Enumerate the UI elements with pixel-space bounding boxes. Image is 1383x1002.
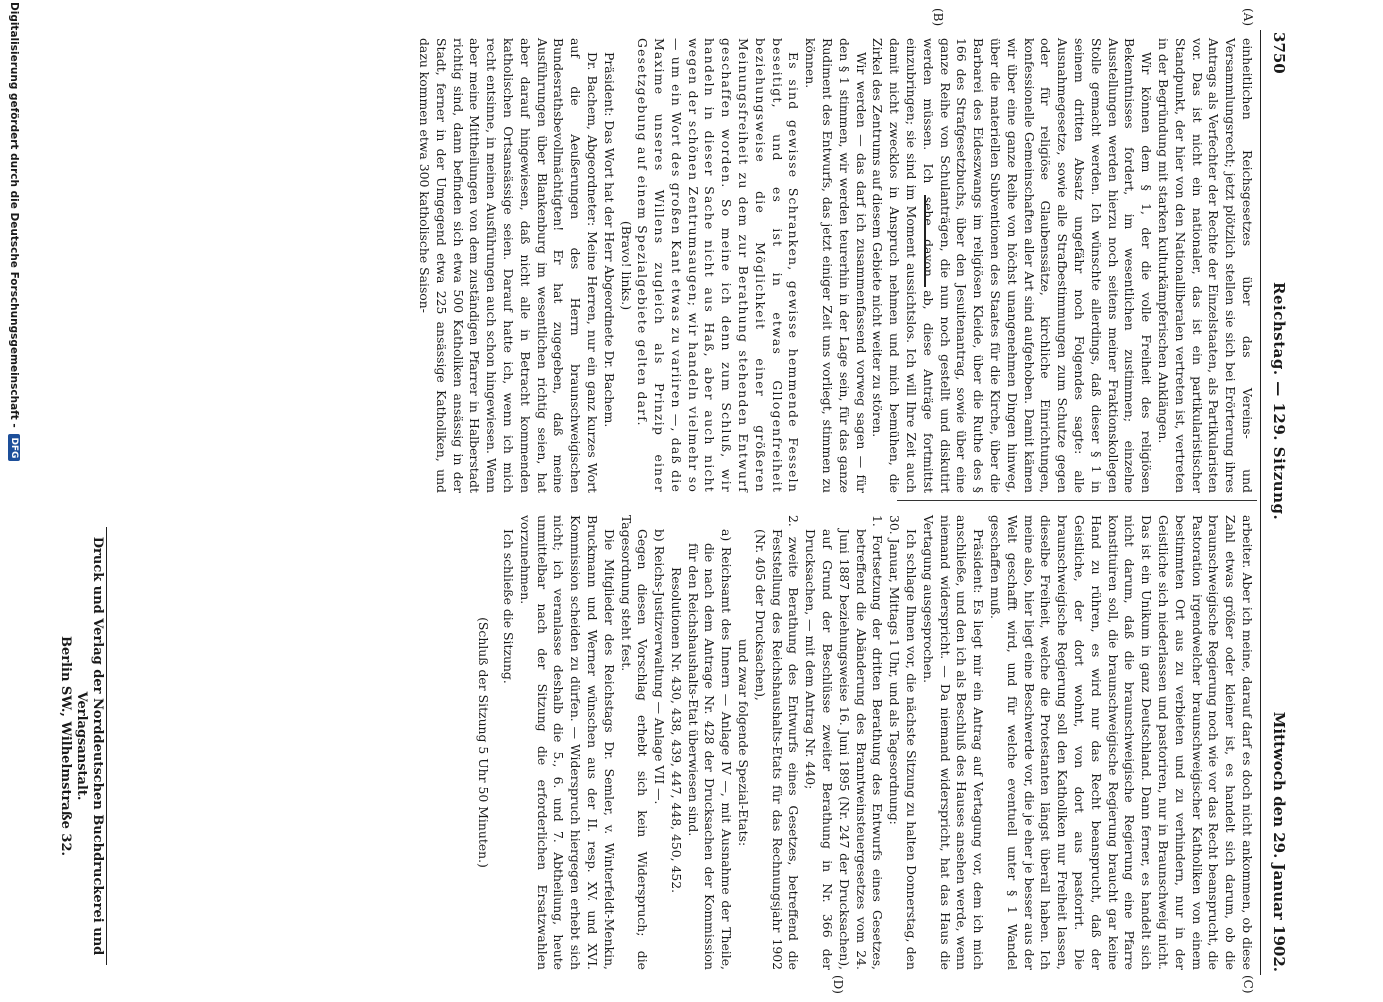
margin-marker-b: (B): [931, 8, 945, 27]
agenda-item-2-sub: und zwar folgende Spezial-Etats:: [736, 638, 752, 847]
agenda-item-b: b) Reichs-Justizverwaltung — Anlage VII —.: [652, 529, 668, 805]
digitization-note: [7, 0, 21, 1002]
agenda-item-1: 1. Fortsetzung der dritten Berathung des Entwurfs eines Gesetzes, betreffend die Abänderung des Branntweinsteuergesetzes vom 24. Juni 1887 beziehungsweise 16. Juni 1895 (Nr. 247 der Drucksachen), auf Grund der Beschlüsse zweiter Berathung in Nr. 366 der Drucksachen, — mit dem Antrag Nr. 440;: [803, 515, 886, 970]
column-divider: [897, 500, 1257, 501]
applause-note: (Bravo! links.): [618, 220, 634, 311]
left-paragraph-2: Wir können dem § 1, der die volle Freiheit des religiösen Bekenntnisses fordert, im wesentlichen zustimmen; einzelne Ausstellungen werden hierzu noch seitens meiner Fraktionskollegen Stolle gemacht werden. Ich wünschte allerdings, daß dieser § 1 in seinem dritten Absatz ungefähr noch Folgendes sagte: alle Ausnahmegesetze, sowie alle Strafbestimmungen zum Schutze gegen oder für religiöse Glaubenssätze, kirchliche Einrichtungen, konfessionelle Gemeinschaften aller Art sind aufgehoben. Damit kämen wir über eine ganze Reihe von höchst unangenehmen Dingen hinweg, über die materiellen Subventionen des Staates für die Kirche, über die Barbarei des Eideszwangs im religiösen Kleide, über die Ruthe des § 166 des Strafgesetzbuchs, über den Jesuitenantrag, sowie über eine ganze Reihe von Schulanträgen, die nun noch gestellt und diskutirt werden müssen. Ich sehe davon ab, diese Anträge fortmittst einzubringen; sie sind im Moment aussichtslos. Ich will Ihre Zeit auch damit nicht zwecklos in Anspruch nehmen und mich bemühen, die Zirkel des Zentrums auf diesem Gebiete nicht weiter zu stören.: [870, 38, 1155, 493]
imprint-line-2: Berlin SW., Wilhelmstraße 32.: [58, 635, 73, 857]
session-title: Reichstag. — 129. Sitzung.: [1270, 282, 1288, 521]
left-paragraph-1: einheitlichen Reichsgesetzes über das Vereins- und Versammlungsrecht; jetzt plötzlich stellen sie sich bei Erörterung ihres Antrags als Verfechter der Rechte der Einzelstaaten, als Partikularisten vor. Das ist nicht ein nationaler, das ist ein partikularistischer Standpunkt, der hier von den Nationalliberalen vertreten ist, vertreten in der Begründung mit starken kulturkämpferischen Anklängen.: [1156, 38, 1255, 493]
agenda-item-2: 2. zweite Berathung des Entwurfs eines Gesetzes, betreffend die Feststellung des Reichshaushalts-Etats für das Rechnungsjahr 1902 (Nr. 405 der Drucksachen),: [752, 515, 802, 970]
margin-marker-d: (D): [831, 975, 845, 994]
right-paragraph-2: Ich schlage Ihnen vor, die nächste Sitzung zu halten Donnerstag, den 30. Januar, Mittags 1 Uhr, und als Tagesordnung:: [887, 515, 920, 970]
right-paragraph-4: Die Mitglieder des Reichstags Dr. Semler, v. Winterfeldt-Menkin, Bruckmann und Werner wünschen aus der II. resp. XV. und XVI. Kommission scheiden zu dürfen. — Widerspruch hiergegen erhebt sich nicht; ich veranlasse deshalb die 5., 6. und 7. Abtheilung, heute unmittelbar nach der Sitzung die erforderlichen Ersatzwahlen vorzunehmen.: [517, 515, 617, 970]
digitization-text: Digitalisierung gefördert durch die Deutsche Forschungsgemeinschaft -: [8, 2, 20, 428]
agenda-item-a: a) Reichsamt des Innern — Anlage IV —, mit Ausnahme der Theile, die nach dem Antrage Nr. 428 der Drucksachen der Kommission für den Reichshaushalts-Etat überwiesen sind.: [685, 529, 735, 970]
dfg-logo: DFG: [8, 434, 20, 461]
right-paragraph-3: Gegen diesen Vorschlag erhebt sich kein Widerspruch; die Tagesordnung steht fest.: [618, 515, 651, 970]
margin-marker-a: (A): [1241, 8, 1255, 27]
session-date: Mittwoch den 29. Januar 1902.: [1270, 711, 1288, 972]
president-statement: Präsident: Das Wort hat der Herr Abgeordnete Dr. Bachem.: [601, 52, 617, 428]
left-paragraph-5: Dr. Bachem, Abgeordneter: Meine Herren, nur ein ganz kurzes Wort auf die Aeußerungen des Herrn braunschweigischen Bundesrathsbevollmächtigten! Er hat zugegeben, daß meine Ausführungen über Blankenburg im wesentlichen richtig seien, hat aber darauf hingewiesen, daß nicht alle in Betracht kommenden katholischen Ortsansässige seien. Darauf hatte ich, wenn ich mich recht entsinne, in meinen Ausführungen auch schon hingewiesen. Wenn aber meine Mittheilungen von dem zuständigen Pfarrer in Halberstadt richtig sind, dann befinden sich etwa 500 Katholiken ansässig in der Stadt, ferner in der Umgegend etwa 225 ansässige Katholiken, und dazu kommen etwa 300 katholische Saison-: [416, 38, 600, 493]
imprint-rule: [106, 527, 107, 965]
president-adjournment: Präsident: Es liegt mir ein Antrag auf Vertagung vor, dem ich mich anschließe, und den ich als Beschluß des Hauses ansehen werde, wenn niemand widerspricht. — Da niemand widerspricht, hat das Haus die Vertagung ausgesprochen.: [920, 515, 987, 970]
page-number: 3750: [1270, 32, 1288, 74]
left-paragraph-4: Es sind gewisse Schranken, gewisse hemmende Fesseln beseitigt, und es ist in etwas Gllogenfreiheit beziehungsweise die Möglichkeit einer größeren Meinungsfreiheit zu dem zur Berathung stehenden Entwurf geschaffen worden. So meine ich denn zum Schluß, wir handeln in dieser Sache nicht aus Haß, aber auch nicht wegen der schönen Zentrumsaugen; wir handeln vielmehr so — um ein Wort des großen Kant etwas zu variiren —, daß die Maxime unseres Willens zugleich als Prinzip einer Gesetzgebung auf einem Spezialgebiete gelten darf.: [635, 38, 802, 493]
right-paragraph-1: arbeiter. Aber ich meine, darauf darf es doch nicht ankommen, ob diese Zahl etwas größer oder kleiner ist, es handelt sich darum, ob die braunschweigische Regierung noch wie vor das Recht beansprucht, die Pastoration irgendwelcher braunschweigischer Katholiken von einem bestimmten Ort aus zu verbieten und zu verhindern, nur in der Geistliche sich niederlassen und pastoriren, nur in Braunschweig nicht. Das ist ein Unikum in ganz Deutschland. Dann ferner, es handelt sich nicht darum, daß die braunschweigische Regierung eine Pfarre konstituiren soll, die braunschweigische Regierung braucht gar keine Hand zu rühren, es wird nur das Recht beansprucht, daß der Geistliche, der dort wohnt, von dort aus pastorirt. Die braunschweigische Regierung soll den Katholiken nur Freiheit lassen, dieselbe Freiheit, welche die Protestanten längst überall haben. Ich meine also, hier liegt eine Beschwerde vor, die je eher je besser aus der Welt geschafft wird, und für welche eventuell unter § 1 Wandel geschaffen muß.: [988, 515, 1255, 970]
imprint-line-1: Druck und Verlag der Norddeutschen Buchdruckerei und Verlagsanstalt.: [74, 536, 105, 956]
agenda-item-a-resolutions: Resolutionen Nr. 430, 438, 439, 447, 448, 450, 452.: [668, 567, 684, 894]
right-paragraph-5: Ich schließe die Sitzung.: [500, 529, 516, 684]
right-column: [474, 515, 1255, 970]
margin-marker-c: (C): [1241, 975, 1255, 994]
left-column: [415, 38, 1255, 493]
imprint: [57, 527, 105, 965]
left-paragraph-3: Wir werden — das darf ich zusammenfassend vorweg sagen — für den § 1 stimmen, wir werden teurerhin in der Lage sein, für das ganze Rudiment des Entwurfs, das jetzt einiger Zeit uns vorliegt, stimmen zu können.: [803, 38, 869, 493]
header-rule: [1260, 30, 1261, 975]
session-end: (Schluß der Sitzung 5 Uhr 50 Minuten.): [476, 617, 492, 868]
page-header: [1262, 32, 1288, 972]
section-separator: [924, 195, 926, 287]
